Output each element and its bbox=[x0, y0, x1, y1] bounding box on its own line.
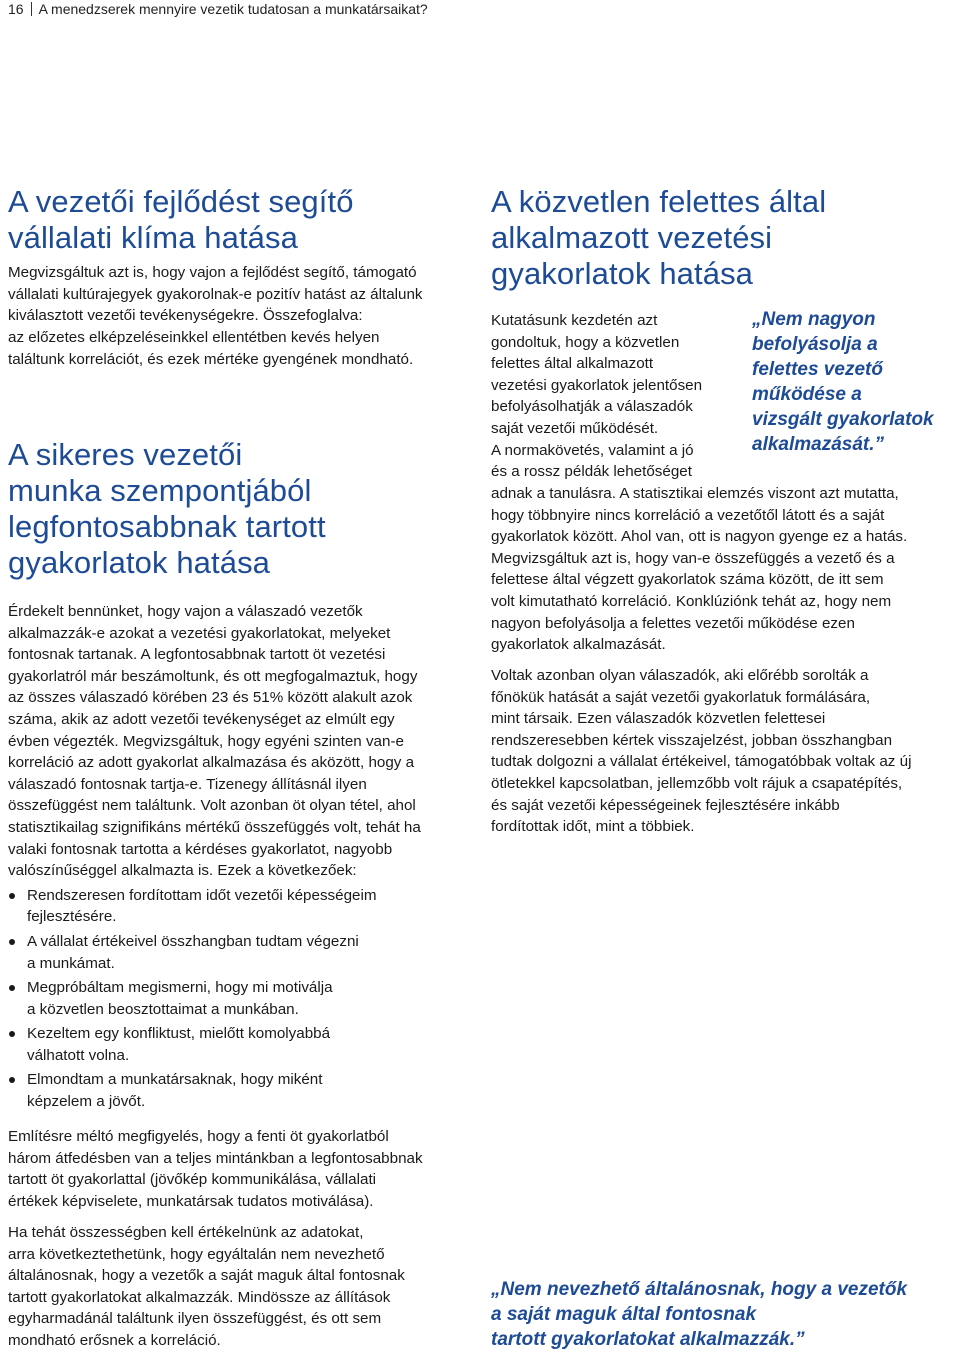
list-item: Kezeltem egy konfliktust, mielőtt komolyabbá válhatott volna. bbox=[8, 1023, 470, 1066]
quote-line: működése a bbox=[752, 384, 862, 405]
practice-list bbox=[8, 885, 470, 1113]
quote-line: „Nem nevezhető általánosnak, hogy a vezetők bbox=[491, 1279, 908, 1300]
text-line: A normakövetés, valamint a jó bbox=[491, 441, 694, 459]
text-line: Megvizsgáltuk azt is, hogy van-e összefüggés a vezető és a bbox=[491, 549, 895, 567]
text-line: statisztikailag szignifikáns mértékű összefüggés volt, tehát ha bbox=[8, 818, 421, 836]
quote-line: a saját maguk által fontosnak bbox=[491, 1304, 757, 1325]
text-line: általánosnak, hogy a vezetők a saját maguk által fontosnak bbox=[8, 1267, 405, 1285]
text-line: gondoltuk, hogy a közvetlen bbox=[491, 333, 680, 351]
list-item: Rendszeresen fordítottam időt vezetői képességeim fejlesztésére. bbox=[8, 885, 470, 928]
text-line: gyakorlatról már beszámoltunk, és ott megfogalmaztuk, hogy bbox=[8, 667, 418, 685]
quote-line: alkalmazását.” bbox=[752, 434, 885, 455]
section-title-supervisor bbox=[491, 184, 954, 292]
pull-quote-supervisor bbox=[752, 307, 958, 457]
supervisor-analysis bbox=[491, 483, 954, 656]
text-line: Voltak azonban olyan válaszadók, aki előrébb sorolták a bbox=[491, 667, 869, 684]
text-line: Kutatásunk kezdetén azt bbox=[491, 312, 658, 329]
title-line: alkalmazott vezetési bbox=[491, 220, 773, 255]
title-line: vállalati klíma hatása bbox=[8, 220, 298, 255]
text-line: hogy többnyire nincs korreláció a vezetőtől látott és a saját bbox=[491, 506, 885, 524]
text-line: Ha tehát összességben kell értékelnünk az adatokat, bbox=[8, 1224, 364, 1241]
section-title-practices bbox=[8, 437, 470, 581]
text-line: kiválasztott vezetői tevékenységekre. Összefoglalva: bbox=[8, 307, 363, 325]
text-line: befolyásolhatják a válaszadók bbox=[491, 398, 693, 416]
bullet-icon bbox=[9, 985, 15, 991]
text-line: értékek képviselete, munkatársak tudatos motiválása). bbox=[8, 1192, 374, 1210]
quote-line: vizsgált gyakorlatok bbox=[752, 409, 934, 430]
climate-paragraph bbox=[8, 262, 470, 371]
list-item: A vállalat értékeivel összhangban tudtam végezni a munkámat. bbox=[8, 931, 470, 974]
text-line: Említésre méltó megfigyelés, hogy a fenti öt gyakorlatból bbox=[8, 1128, 389, 1145]
text-line: ötletekkel kapcsolatban, jellemzőbb volt rájuk a csapatépítés, bbox=[491, 774, 903, 792]
text-line: vállalati kultúrajegyek gyakorolnak-e pozitív hatást az általunk bbox=[8, 285, 423, 303]
quote-line: tartott gyakorlatokat alkalmazzák.” bbox=[491, 1329, 805, 1350]
text-line: arra következtethetünk, hogy egyáltalán nem nevezhető bbox=[8, 1245, 385, 1263]
quote-line: „Nem nagyon bbox=[752, 309, 876, 330]
title-line: A vezetői fejlődést segítő bbox=[8, 184, 354, 219]
text-line: rendszeresebben kértek visszajelzést, jobban összhangban bbox=[491, 731, 893, 749]
conclusion-paragraph bbox=[8, 1222, 470, 1352]
text-line: egyharmadánál találtunk ilyen összefüggést, és ott sem bbox=[8, 1310, 382, 1328]
text-line: Érdekelt bennünket, hogy vajon a válaszadó vezetők bbox=[8, 603, 363, 620]
text-line: mint társaik. Ezen válaszadók közvetlen felettesei bbox=[491, 710, 826, 728]
title-line: A sikeres vezetői bbox=[8, 437, 243, 472]
text-line: Megvizsgáltuk azt is, hogy vajon a fejlődést segítő, támogató bbox=[8, 264, 417, 281]
practices-body bbox=[8, 601, 470, 1116]
title-line: gyakorlatok hatása bbox=[491, 256, 754, 291]
text-line: alkalmazzák-e azokat a vezetési gyakorlatokat, melyeket bbox=[8, 624, 391, 642]
bullet-icon bbox=[9, 1077, 15, 1083]
section-title-climate bbox=[8, 184, 470, 256]
text-line: évben végezték. Megvizsgáltuk, hogy egyéni szinten van-e bbox=[8, 732, 404, 750]
pull-quote-practices bbox=[491, 1277, 957, 1352]
bullet-icon bbox=[9, 939, 15, 945]
text-line: tudtak dolgozni a vállalat értékeivel, támogatóbbak voltak az új bbox=[491, 753, 912, 771]
text-line: adnak a tanulásra. A statisztikai elemzés viszont azt mutatta, bbox=[491, 485, 899, 502]
bullet-icon bbox=[9, 893, 15, 899]
title-line: A közvetlen felettes által bbox=[491, 184, 827, 219]
supervisor-intro bbox=[491, 310, 741, 483]
text-line: nagyon befolyásolja a felettes vezetői működése ezen bbox=[491, 614, 855, 632]
text-line: saját vezetői működését. bbox=[491, 419, 659, 437]
text-line: felettes által alkalmazott bbox=[491, 355, 654, 373]
text-line: mondható erősnek a korreláció. bbox=[8, 1331, 221, 1349]
quote-line: befolyásolja a bbox=[752, 334, 878, 355]
text-line: összefüggést nem találtunk. Volt azonban öt olyan tétel, ahol bbox=[8, 797, 416, 815]
supervisor-respondents bbox=[491, 665, 954, 838]
text-line: az előzetes elképzeléseinkkel ellentétben kevés helyen bbox=[8, 329, 380, 347]
text-line: vezetési gyakorlatok jelentősen bbox=[491, 376, 703, 394]
text-line: három átfedésben van a teljes mintánkban a legfontosabbnak bbox=[8, 1149, 423, 1167]
text-line: főnökük hatását a saját vezetői gyakorlatuk formálására, bbox=[491, 688, 871, 706]
text-line: fordítottak időt, mint a többiek. bbox=[491, 818, 695, 836]
text-line: és saját vezetői képességeinek fejlesztésére inkább bbox=[491, 796, 840, 814]
list-item: Elmondtam a munkatársaknak, hogy miként képzelem a jövőt. bbox=[8, 1069, 470, 1112]
title-line: munka szempontjából bbox=[8, 473, 312, 508]
text-line: száma, akik az adott vezetői tevékenységet az elmúlt egy bbox=[8, 710, 395, 728]
overlap-paragraph bbox=[8, 1126, 470, 1212]
text-line: valaki fontosnak tartotta a kérdéses gyakorlatot, nagyobb bbox=[8, 840, 393, 858]
text-line: valószínűséggel alkalmazta is. Ezek a következőek: bbox=[8, 862, 357, 880]
bullet-icon bbox=[9, 1031, 15, 1037]
text-line: az összes válaszadó körében 23 és 51% között alakult azok bbox=[8, 689, 413, 707]
page-number: 16 bbox=[8, 1, 24, 17]
text-line: felettese által végzett gyakorlatok száma között, de itt sem bbox=[491, 571, 884, 589]
header-separator bbox=[31, 2, 32, 16]
running-title: A menedzserek mennyire vezetik tudatosan a munkatársaikat? bbox=[38, 1, 428, 17]
text-line: gyakorlatok alkalmazását. bbox=[491, 636, 666, 654]
title-line: gyakorlatok hatása bbox=[8, 545, 271, 580]
text-line: volt kimutatható korreláció. Konklúziónk tehát az, hogy nem bbox=[491, 592, 892, 610]
running-header bbox=[8, 0, 428, 18]
text-line: fontosnak tartanak. A legfontosabbnak tartott öt vezetési bbox=[8, 646, 386, 664]
text-line: tartott gyakorlatokat alkalmazzák. Mindössze az állítások bbox=[8, 1288, 391, 1306]
quote-line: felettes vezető bbox=[752, 359, 883, 380]
text-line: korreláció az adott gyakorlat alkalmazása és aközött, hogy a bbox=[8, 754, 415, 772]
text-line: gyakorlatok között. Ahol van, ott is nagyon gyenge ez a hatás. bbox=[491, 528, 908, 546]
text-line: tartott öt gyakorlattal (jövőkép kommunikálása, vállalati bbox=[8, 1171, 377, 1189]
text-line: válaszadó fontosnak tartja-e. Tizenegy állításnál ilyen bbox=[8, 775, 367, 793]
text-line: és a rossz példák lehetőséget bbox=[491, 463, 692, 481]
text-line: találtunk korrelációt, és ezek mértéke gyengének mondható. bbox=[8, 350, 414, 368]
list-item: Megpróbáltam megismerni, hogy mi motiválja a közvetlen beosztottaimat a munkában. bbox=[8, 977, 470, 1020]
title-line: legfontosabbnak tartott bbox=[8, 509, 326, 544]
